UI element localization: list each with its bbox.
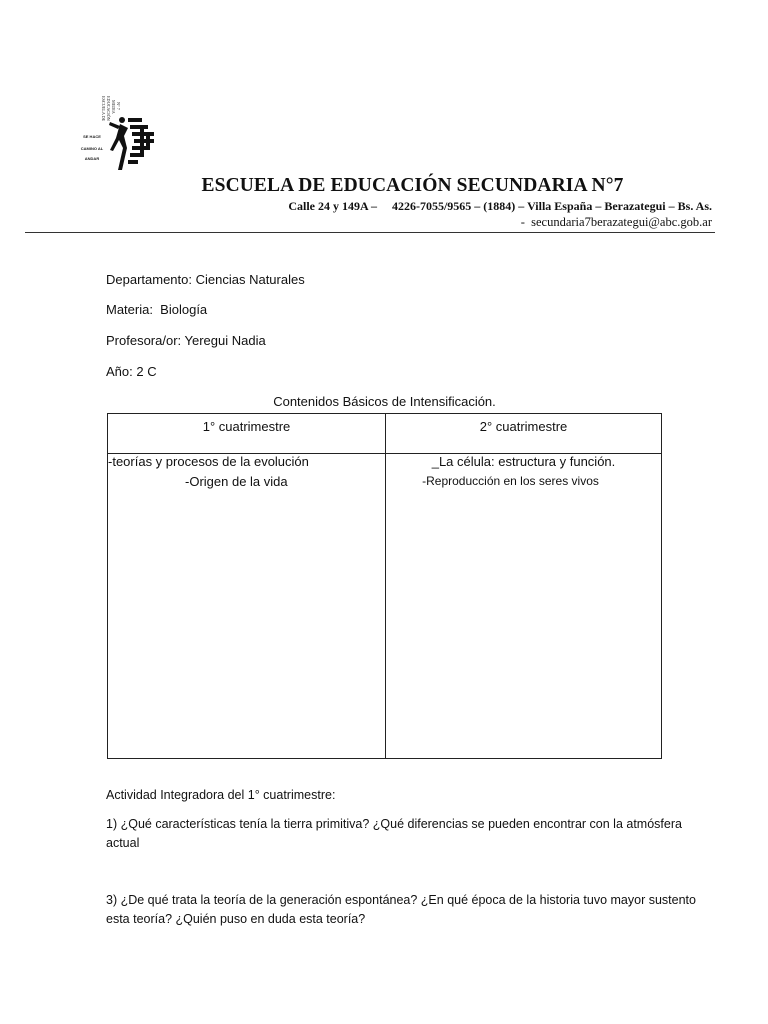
- school-email: - secundaria7berazategui@abc.gob.ar: [520, 215, 712, 229]
- profesor-line: Profesora/or: Yeregui Nadia: [106, 333, 266, 348]
- logo-text-4: N° 7: [116, 102, 121, 110]
- logo-text-3: MEDIA: [111, 100, 116, 114]
- anio-line: Año: 2 C: [106, 364, 157, 379]
- body-cell-2: [386, 454, 662, 759]
- topic-reproduction: -Reproducción en los seres vivos: [422, 474, 599, 488]
- table-header-row: [108, 414, 662, 454]
- header-cell-1: 1° cuatrimestre: [108, 414, 386, 454]
- header-divider: [25, 232, 715, 233]
- school-name: ESCUELA DE EDUCACIÓN SECUNDARIA N°7: [201, 175, 624, 196]
- question-3: 3) ¿De qué trata la teoría de la generación espontánea? ¿En qué época de la historia tuvo mayor sustento esta teoría? ¿Quién puso en duda esta teoría?: [106, 893, 696, 926]
- topic-cell: _La célula: estructura y función.: [431, 454, 616, 469]
- question-1: 1) ¿Qué características tenía la tierra primitiva? ¿Qué diferencias se pueden encontrar con la atmósfera actual: [106, 817, 682, 850]
- activity-title: Actividad Integradora del 1° cuatrimestre:: [106, 788, 336, 802]
- materia-line: Materia: Biología: [106, 302, 208, 317]
- logo-text-2: EDUCACIÓN: [106, 96, 111, 121]
- contents-table: [107, 413, 662, 759]
- table-caption: Contenidos Básicos de Intensificación.: [273, 394, 496, 409]
- header-cell-2: 2° cuatrimestre: [386, 414, 662, 454]
- table-body-row: [108, 454, 662, 759]
- logo-motto-3: ANDAR: [84, 156, 100, 161]
- school-logo: [80, 92, 160, 174]
- departamento-line: Departamento: Ciencias Naturales: [106, 272, 305, 287]
- logo-motto-2: CAMINO AL: [80, 146, 104, 151]
- logo-text-1: ESCUELA DE: [101, 96, 106, 122]
- body-cell-1: [108, 454, 386, 759]
- topic-evolution: -teorías y procesos de la evolución: [108, 454, 309, 469]
- logo-motto-1: SE HACE: [83, 134, 101, 139]
- school-address: Calle 24 y 149A – 4226-7055/9565 – (1884) – Villa España – Berazategui – Bs. As.: [288, 199, 712, 213]
- topic-origin-of-life: -Origen de la vida: [185, 474, 288, 489]
